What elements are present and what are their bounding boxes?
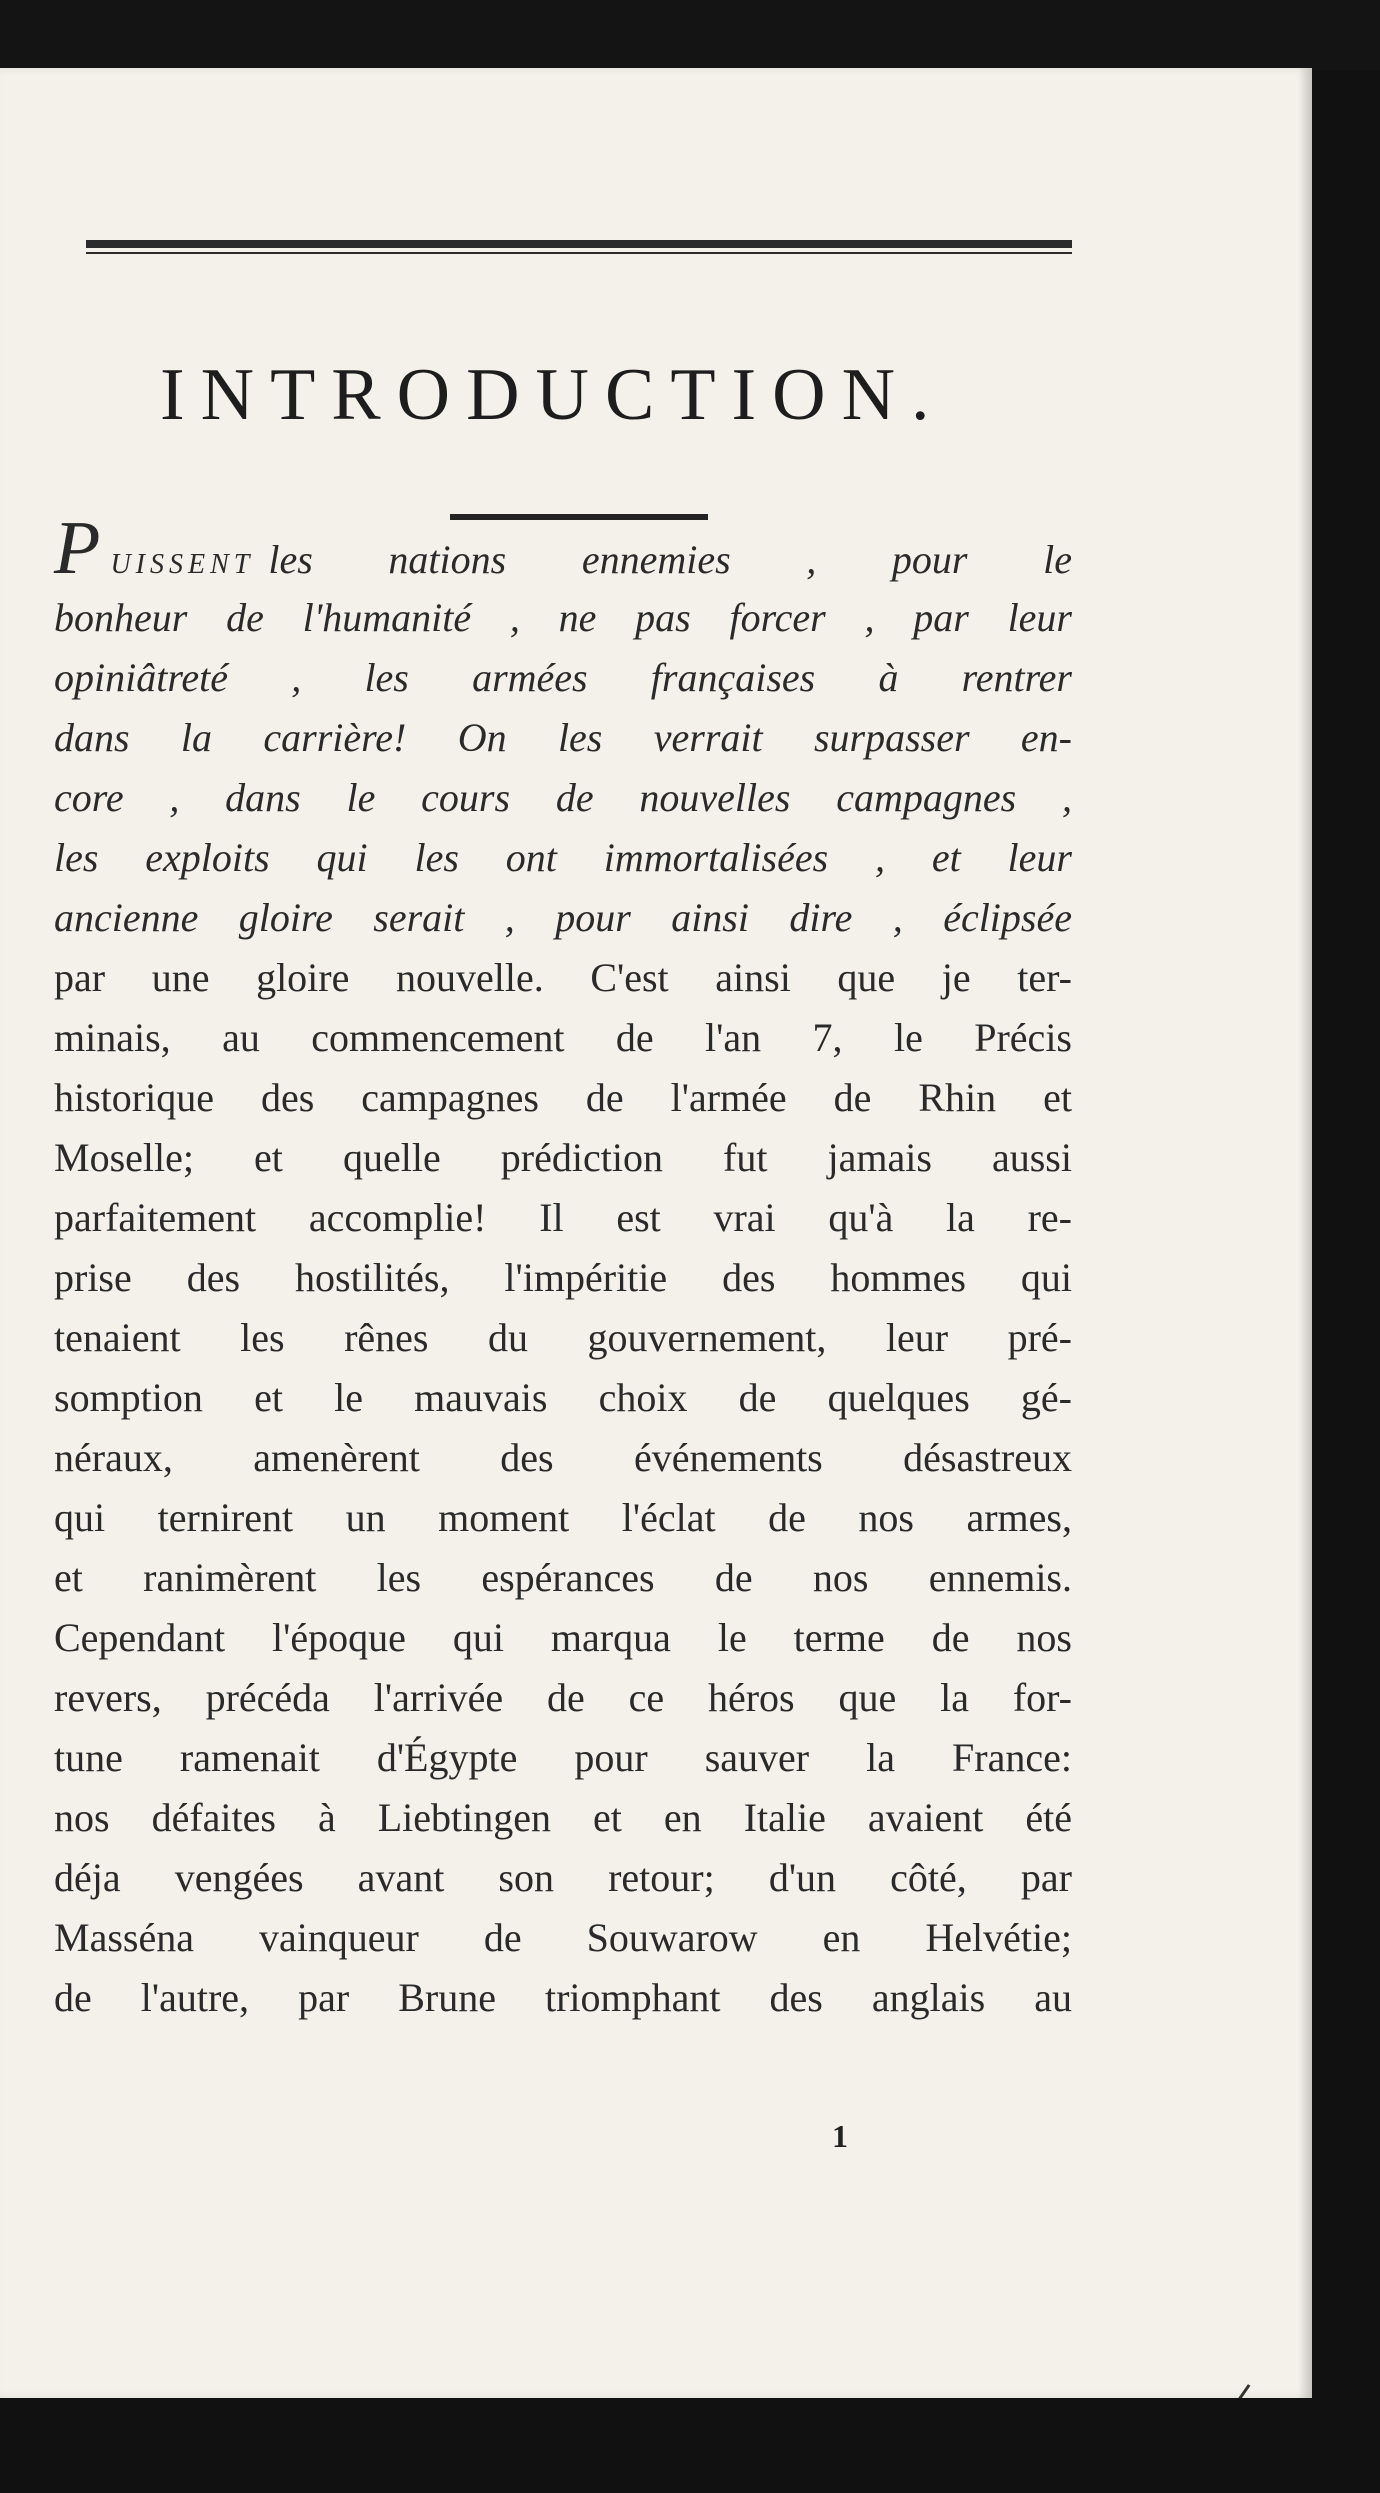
body-text (54, 506, 1072, 2028)
scan-border-top (0, 0, 1380, 70)
text-line: néraux, amenèrent des événements désastreux (54, 1435, 1072, 1480)
text-line: prise des hostilités, l'impéritie des hommes qui (54, 1255, 1072, 1300)
book-page (0, 68, 1312, 2398)
text-line: de l'autre, par Brune triomphant des anglais au (54, 1975, 1072, 2020)
text-line: tenaient les rênes du gouvernement, leur pré- (54, 1315, 1072, 1360)
header-double-rule (86, 240, 1072, 256)
text-line: par une gloire nouvelle. C'est ainsi que je ter- (54, 955, 1072, 1000)
drop-cap: P (54, 506, 101, 590)
text-line: ancienne gloire serait , pour ainsi dire , éclipsée (54, 895, 1072, 940)
text-line: core , dans le cours de nouvelles campagnes , (54, 775, 1072, 820)
text-line: nos défaites à Liebtingen et en Italie avaient été (54, 1795, 1072, 1840)
header-rule-thick (86, 240, 1072, 248)
text-line: qui ternirent un moment l'éclat de nos armes, (54, 1495, 1072, 1540)
text-line: bonheur de l'humanité , ne pas forcer , par leur (54, 595, 1072, 640)
text-line: les exploits qui les ont immortalisées , et leur (54, 835, 1072, 880)
text-line: opiniâtreté , les armées françaises à rentrer (54, 655, 1072, 700)
text-line: Masséna vainqueur de Souwarow en Helvétie; (54, 1915, 1072, 1960)
text-line: revers, précéda l'arrivée de ce héros que la for- (54, 1675, 1072, 1720)
text-line: tune ramenait d'Égypte pour sauver la France: (54, 1735, 1072, 1780)
text-line: Moselle; et quelle prédiction fut jamais aussi (54, 1135, 1072, 1180)
first-word-smallcaps: UISSENT (110, 549, 255, 580)
text-line: somption et le mauvais choix de quelques gé- (54, 1375, 1072, 1420)
text-line: et ranimèrent les espérances de nos ennemis. (54, 1555, 1072, 1600)
text-line: Cependant l'époque qui marqua le terme de nos (54, 1615, 1072, 1660)
text-line: historique des campagnes de l'armée de Rhin et (54, 1075, 1072, 1120)
text-line (54, 506, 1072, 590)
text-line: parfaitement accomplie! Il est vrai qu'à la re- (54, 1195, 1072, 1240)
signature-mark: 1 (832, 2118, 848, 2154)
text-line-content: les nations ennemies , pour le (268, 537, 1072, 582)
scan-border-bottom (0, 2398, 1380, 2493)
text-line: déja vengées avant son retour; d'un côté, par (54, 1855, 1072, 1900)
title-underline-rule (450, 514, 708, 520)
text-line: minais, au commencement de l'an 7, le Précis (54, 1015, 1072, 1060)
chapter-title: INTRODUCTION. (160, 354, 946, 436)
text-line: dans la carrière! On les verrait surpasser en- (54, 715, 1072, 760)
header-rule-thin (86, 252, 1072, 254)
